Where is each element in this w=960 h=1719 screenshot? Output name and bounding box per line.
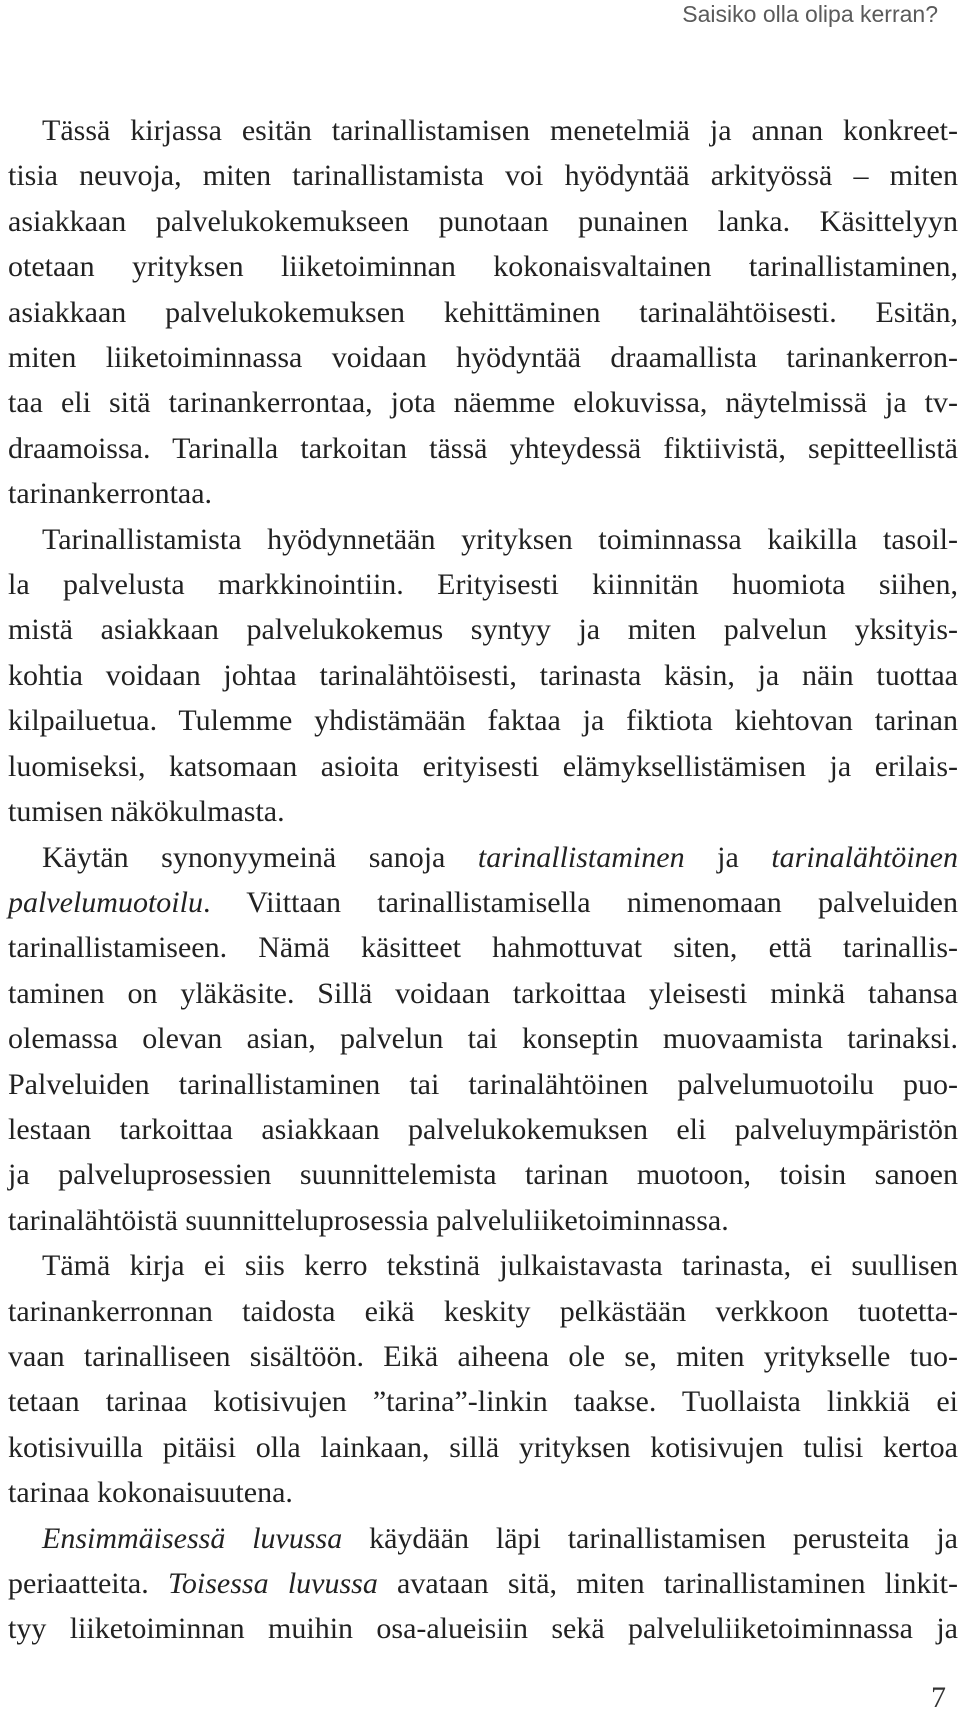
text-line: tarinalähtöistä suunnitteluprosessia palveluliiketoiminnassa. — [8, 1203, 729, 1237]
text-line: tumisen näkökulmasta. — [8, 795, 285, 829]
text-line: Tarinallistamista hyödynnetään yrityksen toiminnassa kaikilla tasoil- — [42, 522, 958, 556]
text-line: Tämä kirja ei siis kerro tekstinä julkaistavasta tarinasta, ei suullisen — [42, 1249, 958, 1283]
text-run: periaatteita. — [8, 1567, 168, 1600]
text-line — [8, 1561, 958, 1606]
text-line: tetaan tarinaa kotisivujen ”tarina”-linkin taakse. Tuollaista linkkiä ei — [8, 1385, 958, 1419]
text-line: la palvelusta markkinointiin. Erityisesti kiinnitän huomiota siihen, — [8, 568, 958, 602]
text-line: kohtia voidaan johtaa tarinalähtöisesti, tarinasta käsin, ja näin tuottaa — [8, 658, 958, 692]
italic-term: palvelumuotoilu — [8, 885, 203, 919]
text-line: miten liiketoiminnassa voidaan hyödyntää draamallista tarinankerron- — [8, 341, 958, 375]
text-line: ja palveluprosessien suunnittelemista tarinan muotoon, toisin sanoen — [8, 1158, 958, 1192]
body-text — [8, 108, 958, 1652]
text-run: käydään läpi tarinallistamisen perusteita ja — [342, 1521, 958, 1555]
text-line: kilpailuetua. Tulemme yhdistämään faktaa ja fiktiota kiehtovan tarinan — [8, 704, 958, 738]
text-line: luomiseksi, katsomaan asioita erityisesti elämyksellistämisen ja erilais- — [8, 749, 958, 783]
text-run: . Viittaan tarinallistamisella nimenomaan palveluiden — [202, 885, 958, 919]
italic-term: tarinalähtöinen — [771, 840, 958, 874]
paragraph-4 — [8, 1243, 958, 1515]
text-line: tyy liiketoiminnan muihin osa-alueisiin sekä palveluliiketoiminnassa ja — [8, 1612, 958, 1646]
text-line: kotisivuilla pitäisi olla lainkaan, sillä yrityksen kotisivujen tulisi kertoa — [8, 1430, 958, 1464]
text-line — [8, 835, 958, 880]
page-number: 7 — [931, 1681, 946, 1714]
text-line: tarinankerronnan taidosta eikä keskity pelkästään verkkoon tuotetta- — [8, 1294, 958, 1328]
text-line: mistä asiakkaan palvelukokemus syntyy ja miten palvelun yksityis- — [8, 613, 958, 647]
text-line: asiakkaan palvelukokemukseen punotaan punainen lanka. Käsittelyyn — [8, 204, 958, 238]
text-run: ja — [684, 840, 772, 874]
text-run: Käytän synonyymeinä sanoja — [42, 840, 478, 874]
text-line: taminen on yläkäsite. Sillä voidaan tarkoittaa yleisesti minkä tahansa — [8, 976, 958, 1010]
text-line: draamoissa. Tarinalla tarkoitan tässä yhteydessä fiktiivistä, sepitteellistä — [8, 431, 958, 465]
paragraph-5 — [8, 1516, 958, 1652]
running-header: Saisiko olla olipa kerran? — [682, 1, 938, 27]
text-line — [8, 1516, 958, 1561]
text-line: tarinankerrontaa. — [8, 477, 213, 511]
text-line: tisia neuvoja, miten tarinallistamista voi hyödyntää arkityössä – miten — [8, 159, 958, 193]
italic-term: Toisessa luvussa — [167, 1567, 378, 1600]
text-line: olemassa olevan asian, palvelun tai konseptin muovaamista tarinaksi. — [8, 1022, 958, 1056]
text-line: otetaan yrityksen liiketoiminnan kokonaisvaltainen tarinallistaminen, — [8, 250, 958, 284]
text-line: asiakkaan palvelukokemuksen kehittäminen tarinalähtöisesti. Esitän, — [8, 295, 958, 329]
text-line: Palveluiden tarinallistaminen tai tarinalähtöinen palvelumuotoilu puo- — [8, 1067, 958, 1101]
text-line: lestaan tarkoittaa asiakkaan palvelukokemuksen eli palveluympäristön — [8, 1112, 958, 1146]
text-run: avataan sitä, miten tarinallistaminen linkit- — [377, 1567, 959, 1600]
paragraph-1 — [8, 108, 958, 517]
italic-term: tarinallistaminen — [477, 840, 685, 874]
text-line: taa eli sitä tarinankerrontaa, jota näemme elokuvissa, näytelmissä ja tv- — [8, 386, 958, 420]
italic-term: Ensimmäisessä luvussa — [42, 1521, 343, 1555]
text-line: tarinallistamiseen. Nämä käsitteet hahmottuvat siten, että tarinallis- — [8, 931, 958, 965]
text-line: tarinaa kokonaisuutena. — [8, 1476, 293, 1510]
text-line: Tässä kirjassa esitän tarinallistamisen menetelmiä ja annan konkreet- — [42, 114, 958, 147]
text-line: vaan tarinalliseen sisältöön. Eikä aiheena ole se, miten yritykselle tuo- — [8, 1339, 958, 1373]
paragraph-3 — [8, 835, 958, 1244]
text-line — [8, 880, 958, 925]
paragraph-2 — [8, 517, 958, 835]
